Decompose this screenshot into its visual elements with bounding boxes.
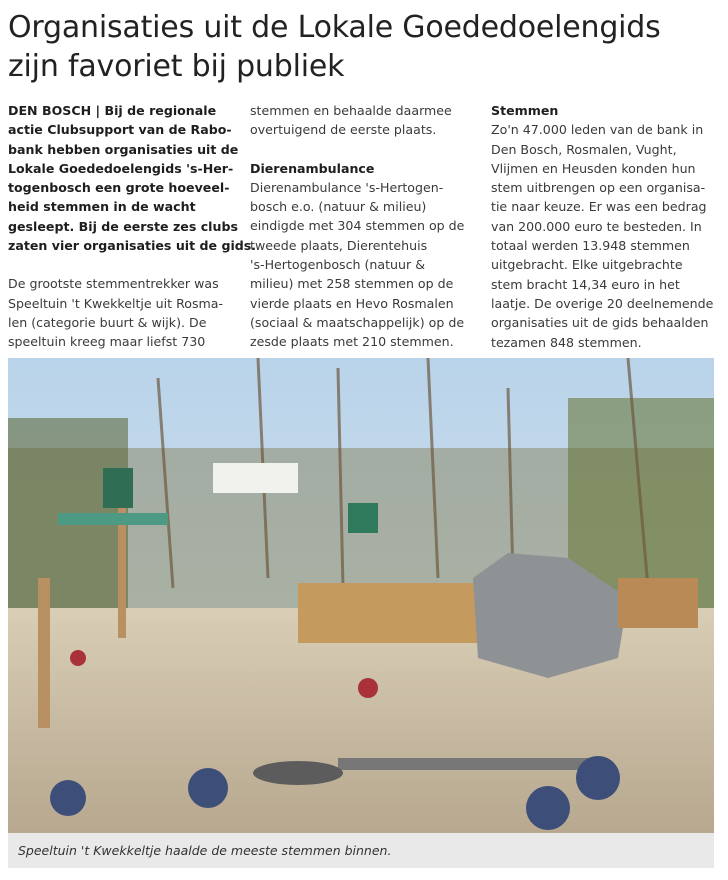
subheading: Dierenambulance [250, 160, 375, 176]
text-line: tezamen 848 stemmen. [491, 334, 642, 350]
text-line: Dierenambulance 's-Hertogen- [250, 179, 444, 195]
column-1 [8, 101, 257, 352]
text-line: Speeltuin 't Kwekkeltje uit Rosma- [8, 295, 224, 311]
text-line: organisaties uit de gids behaalden [491, 315, 709, 331]
body-paragraph [250, 101, 486, 140]
text-line: Organisaties uit de Lokale Goededoelengids [8, 10, 661, 45]
body-paragraph [8, 274, 244, 351]
photo-caption: Speeltuin 't Kwekkeltje haalde de meeste stemmen binnen. [8, 833, 714, 868]
text-line: 's-Hertogenbosch (natuur & [250, 257, 426, 273]
text-line: tweede plaats, Dierentehuis [250, 237, 428, 253]
text-line: bosch e.o. (natuur & milieu) [250, 199, 427, 215]
text-line: bank hebben organisaties uit de [8, 141, 239, 157]
text-line: speeltuin kreeg maar liefst 730 [8, 334, 206, 350]
playground-photo [8, 358, 714, 833]
text-line: zaten vier organisaties uit de gids. [8, 238, 257, 254]
text-line: gesleept. Bij de eerste zes clubs [8, 218, 238, 234]
text-line: stem uitbrengen op een organisa- [491, 180, 706, 196]
text-line: vierde plaats en Hevo Rosmalen [250, 295, 454, 311]
article-title [8, 8, 661, 86]
text-line: Zo'n 47.000 leden van de bank in [491, 122, 704, 138]
text-line: Lokale Goededoelengids 's-Her- [8, 160, 234, 176]
text-line: totaal werden 13.948 stemmen [491, 238, 690, 254]
text-line: van 200.000 euro te besteden. In [491, 218, 702, 234]
lead-paragraph [8, 101, 257, 255]
playground-photo-image [8, 358, 714, 833]
text-line: laatje. De overige 20 deelnemende [491, 295, 714, 311]
text-line: Vlijmen en Heusden konden hun [491, 160, 696, 176]
text-line: Den Bosch, Rosmalen, Vught, [491, 141, 677, 157]
text-line: heid stemmen in de wacht [8, 199, 196, 215]
text-line: De grootste stemmentrekker was [8, 276, 219, 292]
text-line: tie naar keuze. Er was een bedrag [491, 199, 707, 215]
text-line: overtuigend de eerste plaats. [250, 122, 437, 138]
text-line: uitgebracht. Elke uitgebrachte [491, 257, 683, 273]
body-paragraph [250, 178, 486, 352]
text-line: stemmen en behaalde daarmee [250, 103, 452, 118]
text-line: len (categorie buurt & wijk). De [8, 314, 207, 330]
body-paragraph [491, 120, 727, 352]
text-line: eindigde met 304 stemmen op de [250, 218, 465, 234]
text-line: zesde plaats met 210 stemmen. [250, 334, 454, 350]
text-line: (sociaal & maatschappelijk) op de [250, 314, 465, 330]
column-2 [250, 101, 486, 352]
text-line: DEN BOSCH | Bij de regionale [8, 103, 217, 118]
text-line: stem bracht 14,34 euro in het [491, 276, 680, 292]
column-3 [491, 101, 727, 352]
text-line: milieu) met 258 stemmen op de [250, 276, 454, 292]
text-line: togenbosch een grote hoeveel- [8, 180, 230, 196]
text-line: actie Clubsupport van de Rabo- [8, 122, 232, 138]
text-line: zijn favoriet bij publiek [8, 49, 345, 84]
subheading: Stemmen [491, 103, 559, 118]
